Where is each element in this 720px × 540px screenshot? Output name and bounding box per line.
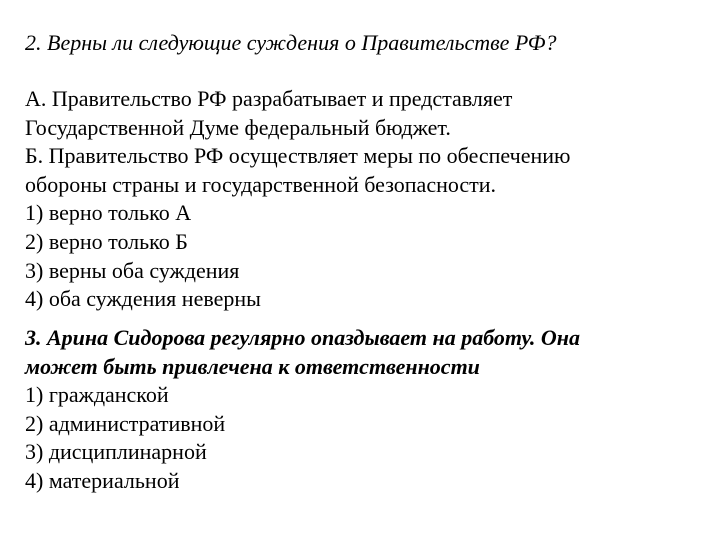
statement-b-line-2: обороны страны и государственной безопасности. [25, 171, 497, 197]
question-2-title: 2. Верны ли следующие суждения о Правительстве РФ? [25, 30, 557, 55]
question-3-option-1: 1) гражданской [25, 382, 169, 408]
question-2-option-4: 4) оба суждения неверны [25, 286, 261, 312]
question-2-body [25, 85, 705, 314]
question-3-title-line-2: может быть привлечена к ответственности [25, 353, 480, 379]
question-3-option-3: 3) дисциплинарной [25, 439, 207, 465]
question-2-option-3: 3) верны оба суждения [25, 257, 240, 283]
statement-a-line-1: А. Правительство РФ разрабатывает и представляет [25, 86, 513, 111]
question-3-option-2: 2) административной [25, 410, 226, 436]
statement-a-line-2: Государственной Думе федеральный бюджет. [25, 114, 451, 140]
question-3-option-4: 4) материальной [25, 467, 180, 493]
question-3-title-line-1: 3. Арина Сидорова регулярно опаздывает на работу. Она [25, 325, 580, 350]
question-3-block [25, 324, 705, 496]
question-2-option-1: 1) верно только А [25, 200, 192, 226]
question-2-option-2: 2) верно только Б [25, 228, 188, 254]
statement-b-line-1: Б. Правительство РФ осуществляет меры по обеспечению [25, 143, 571, 169]
